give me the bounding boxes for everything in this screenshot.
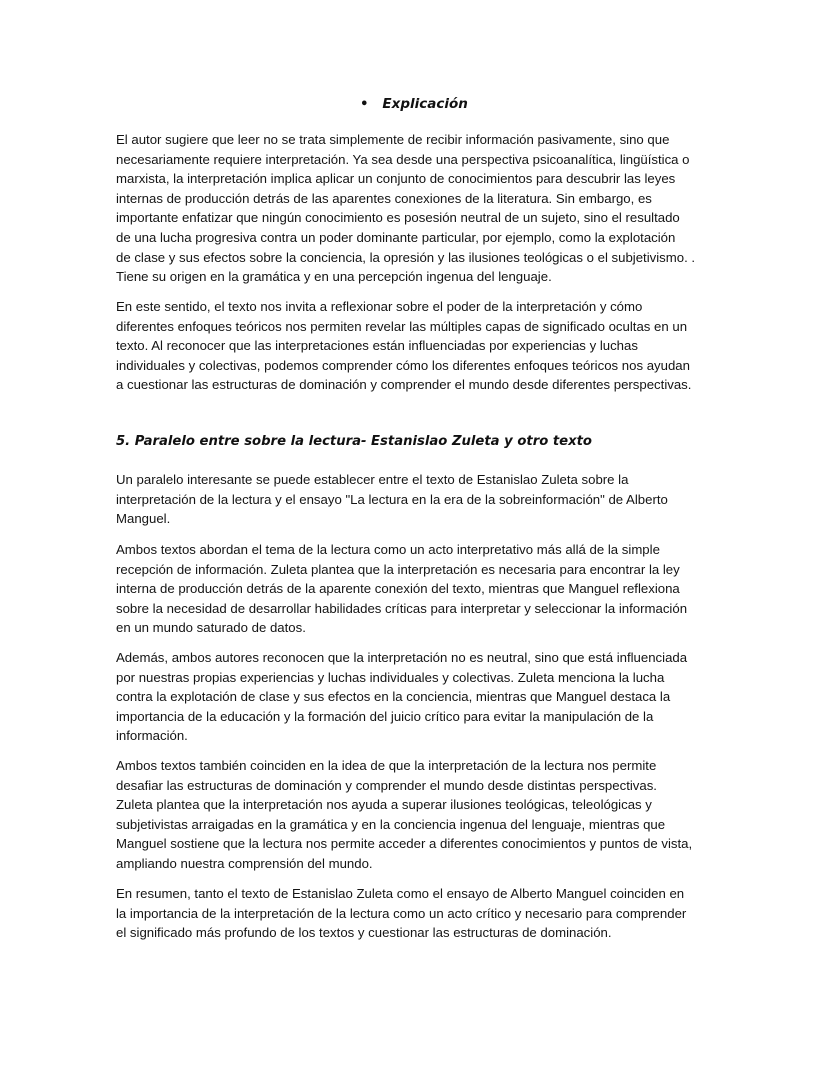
text-line: Ambos textos abordan el tema de la lectura como un acto interpretativo más allá de la simple [116, 542, 660, 557]
text-line: interna de producción detrás de la aparente conexión del texto, mientras que Manguel reflexiona [116, 581, 680, 597]
text-line: contra la explotación de clase y sus efectos en la conciencia, mientras que Manguel destaca la [116, 689, 671, 705]
text-line: de clase y sus efectos sobre la conciencia, la opresión y las ilusiones teológicas o el subjetivismo. . [116, 249, 696, 265]
text-line: en un mundo saturado de datos. [116, 620, 306, 636]
text-line: texto. Al reconocer que las interpretaciones están influenciadas por experiencias y luchas [116, 338, 638, 354]
text-line: importancia de la educación y la formación del juicio crítico para evitar la manipulación de la [116, 708, 654, 724]
text-line: información. [116, 728, 188, 744]
text-line: diferentes enfoques teóricos nos permiten revelar las múltiples capas de significado ocultas en un [116, 318, 688, 334]
text-line: por nuestras propias experiencias y luchas individuales y colectivas. Zuleta menciona la lucha [116, 669, 665, 685]
text-line: sobre la necesidad de desarrollar habilidades críticas para interpretar y seleccionar la información [116, 600, 688, 616]
text-line: Manguel sostiene que la lectura nos permite acceder a diferentes conocimientos y puntos de vista, [116, 836, 693, 852]
explicacion-paragraph-1 [116, 130, 720, 287]
text-line: recepción de información. Zuleta plantea que la interpretación es necesaria para encontrar la ley [116, 561, 680, 577]
text-line: subjetivistas arraigadas en la gramática y en la conciencia ingenua del lenguaje, mientras que [116, 816, 666, 832]
text-line: internas de producción detrás de las aparentes conexiones de la literatura. Sin embargo, es [116, 190, 652, 206]
text-line: ampliando nuestra comprensión del mundo. [116, 855, 373, 871]
text-line: En resumen, tanto el texto de Estanislao Zuleta como el ensayo de Alberto Manguel coinciden en [116, 886, 685, 901]
section-5-heading: 5. Paralelo entre sobre la lectura- Estanislao Zuleta y otro texto [116, 434, 592, 449]
text-line: la importancia de la interpretación de la lectura como un acto crítico y necesario para comprender [116, 905, 687, 921]
text-line: El autor sugiere que leer no se trata simplemente de recibir información pasivamente, sino que [116, 132, 670, 147]
text-line: Un paralelo interesante se puede establecer entre el texto de Estanislao Zuleta sobre la [116, 472, 629, 487]
explicacion-heading [0, 96, 828, 112]
text-line: importante enfatizar que ningún conocimiento es posesión neutral de un sujeto, sino el resultado [116, 210, 680, 226]
text-line: marxista, la interpretación implica aplicar un conjunto de conocimientos para descubrir las leyes [116, 171, 676, 187]
text-line: Además, ambos autores reconocen que la interpretación no es neutral, sino que está influenciada [116, 650, 688, 665]
text-line: Tiene su origen en la gramática y en una percepción ingenua del lenguaje. [116, 269, 552, 285]
bullet-icon: • [360, 97, 369, 112]
text-line: a cuestionar las estructuras de dominación y comprender el mundo desde diferentes perspectivas. [116, 377, 692, 393]
text-line: necesariamente requiere interpretación. Ya sea desde una perspectiva psicoanalítica, lingüística o [116, 151, 690, 167]
text-line: En este sentido, el texto nos invita a reflexionar sobre el poder de la interpretación y cómo [116, 299, 643, 314]
paralelo-paragraph-3 [116, 648, 720, 746]
paralelo-paragraph-2 [116, 540, 720, 638]
text-line: interpretación de la lectura y el ensayo "La lectura en la era de la sobreinformación" de Alberto [116, 491, 668, 507]
text-line: Zuleta plantea que la interpretación nos ayuda a superar ilusiones teológicas, teleológicas y [116, 797, 652, 813]
text-line: individuales y colectivas, podemos comprender cómo los diferentes enfoques teóricos nos ayudan [116, 357, 690, 373]
text-line: Ambos textos también coinciden en la idea de que la interpretación de la lectura nos permite [116, 758, 657, 773]
text-line: Manguel. [116, 511, 171, 527]
text-line: el significado más profundo de los textos y cuestionar las estructuras de dominación. [116, 925, 612, 941]
paralelo-paragraph-4 [116, 756, 720, 874]
text-line: desafiar las estructuras de dominación y comprender el mundo desde distintas perspectivas. [116, 777, 657, 793]
explicacion-paragraph-2 [116, 297, 720, 395]
paralelo-paragraph-1 [116, 470, 720, 529]
paralelo-paragraph-5 [116, 884, 720, 943]
text-line: de una lucha progresiva contra un poder dominante particular, por ejemplo, como la explotación [116, 229, 676, 245]
explicacion-heading-text: Explicación [382, 96, 468, 112]
